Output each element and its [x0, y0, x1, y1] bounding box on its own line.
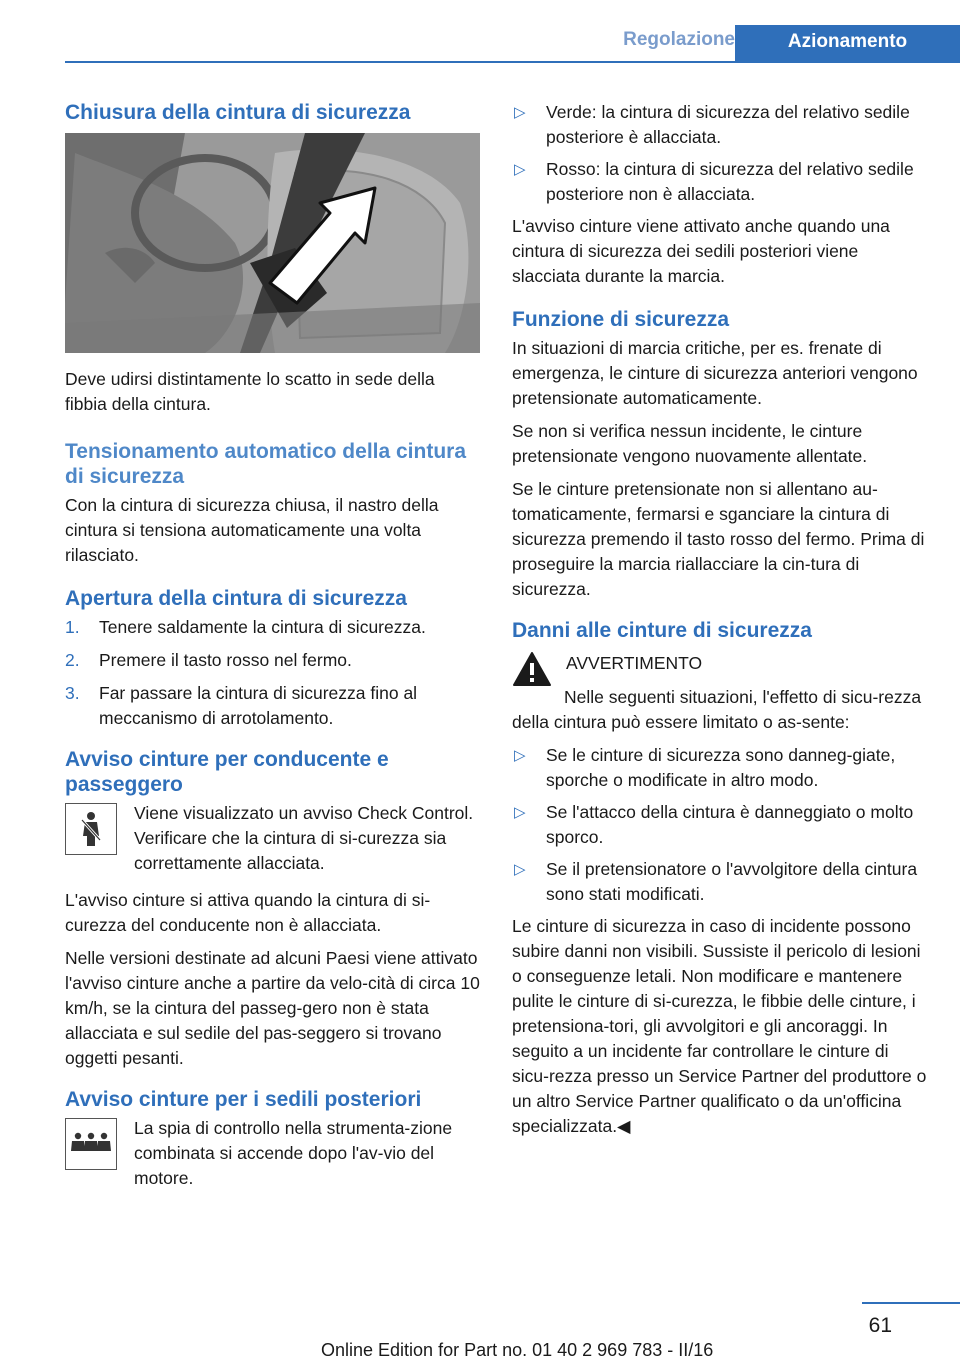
seatbelt-warning-icon	[65, 803, 117, 855]
avviso-conducente-p2: Nelle versioni destinate ad alcuni Paesi viene attivato l'avviso cinture anche a partire da velo-cità di circa 10 km/h, se la cintura del passeg-gero non è stata allacciata e sul sedile del pas-seggero si trovano oggetti pesanti.	[65, 948, 480, 1068]
page-header	[65, 25, 960, 63]
list-item	[512, 157, 927, 207]
triangle-bullet-icon: ▷	[514, 861, 526, 878]
warning-label: AVVERTIMENTO	[566, 653, 703, 673]
seatbelt-warning-text: Viene visualizzato un avviso Check Control. Verificare che la cintura di si-curezza sia correttamente allacciata.	[134, 803, 474, 873]
list-item	[512, 857, 927, 907]
list-item	[65, 681, 480, 731]
triangle-bullet-icon: ▷	[514, 804, 526, 821]
rear-seatbelt-block	[65, 1116, 480, 1191]
footer-rule	[862, 1302, 960, 1304]
triangle-bullet-icon: ▷	[514, 104, 526, 121]
warning-block	[512, 647, 927, 687]
avviso-conducente-p1: L'avviso cinture si attiva quando la cintura di si-curezza del conducente non è allacciata.	[65, 890, 431, 935]
section-title-avviso-posteriori: Avviso cinture per i sedili posteriori	[65, 1088, 422, 1111]
funzione-p2: Se non si verifica nessun incidente, le cinture pretensionate vengono nuovamente allentate.	[512, 421, 868, 466]
chiusura-text: Deve udirsi distintamente lo scatto in sede della fibbia della cintura.	[65, 369, 435, 414]
rear-status-list	[512, 100, 927, 207]
damage-final-text: Le cinture di sicurezza in caso di incidente possono subire danni non visibili. Sussiste il pericolo di lesioni o conseguenze letali. Non modificare e mantenere pulite le cinture di si-curezza, le fibbie delle cinture, i pretensiona-tori, gli avvolgitori e gli ancoraggi. In seguito a un incidente far controllare le cinture di sicu-rezza presso un Service Partner del produttore o un altro Service Partner qualificato o da un'officina specializzata.◀	[512, 916, 927, 1136]
tensionamento-text: Con la cintura di sicurezza chiusa, il nastro della cintura si tensiona automaticamente una volta rilasciato.	[65, 495, 439, 565]
bullet-text: Se l'attacco della cintura è danneggiato o molto sporco.	[546, 802, 914, 847]
seatbelt-warning-block	[65, 801, 480, 876]
list-item	[65, 615, 480, 640]
section-title-avviso-conducente: Avviso cinture per conducente e passeggero	[65, 748, 389, 796]
header-tab-azionamento: Azionamento	[735, 25, 960, 61]
section-title-apertura: Apertura della cintura di sicurezza	[65, 587, 407, 610]
header-tab-regolazione: Regolazione	[623, 29, 735, 50]
rear-seatbelt-icon	[65, 1118, 117, 1170]
funzione-p3: Se le cinture pretensionate non si allentano au-tomaticamente, fermarsi e sganciare la cintura di sicurezza premendo il tasto rosso del fermo. Prima di proseguire la marcia riallacciare la cin-tura di sicurezza.	[512, 479, 925, 599]
section-title-tensionamento: Tensionamento automatico della cintura di sicurezza	[65, 440, 467, 488]
funzione-p1: In situazioni di marcia critiche, per es. frenate di emergenza, le cinture di sicurezza anteriori vengono pretensionate automaticamente.	[512, 338, 918, 408]
step-text: Tenere saldamente la cintura di sicurezza.	[99, 617, 426, 637]
left-column	[65, 100, 480, 1199]
step-number: 3.	[65, 683, 80, 703]
step-number: 1.	[65, 617, 80, 637]
seatbelt-buckle-photo	[65, 133, 480, 353]
page-number: 61	[868, 1314, 892, 1337]
list-item	[512, 100, 927, 150]
rear-seatbelt-text: La spia di controllo nella strumenta-zione combinata si accende dopo l'av-vio del motore.	[134, 1118, 453, 1188]
step-text: Far passare la cintura di sicurezza fino al meccanismo di arrotolamento.	[99, 683, 418, 728]
edition-text: Online Edition for Part no. 01 40 2 969 783 - II/16	[321, 1340, 714, 1360]
bullet-text: Rosso: la cintura di sicurezza del relativo sedile posteriore non è allacciata.	[546, 159, 914, 204]
list-item	[65, 648, 480, 673]
bullet-text: Verde: la cintura di sicurezza del relativo sedile posteriore è allacciata.	[546, 102, 910, 147]
apertura-steps	[65, 615, 480, 731]
triangle-bullet-icon: ▷	[514, 747, 526, 764]
section-title-danni: Danni alle cinture di sicurezza	[512, 619, 812, 642]
list-item	[512, 800, 927, 850]
step-text: Premere il tasto rosso nel fermo.	[99, 650, 352, 670]
section-title-funzione: Funzione di sicurezza	[512, 308, 730, 331]
damage-list	[512, 743, 927, 907]
header-rule	[65, 61, 960, 63]
step-number: 2.	[65, 650, 80, 670]
warning-triangle-icon	[512, 651, 552, 687]
bullet-text: Se il pretensionatore o l'avvolgitore della cintura sono stati modificati.	[546, 859, 918, 904]
list-item	[512, 743, 927, 793]
rear-warning-text: L'avviso cinture viene attivato anche quando una cintura di sicurezza dei sedili posteriori viene slacciata durante la marcia.	[512, 216, 890, 286]
triangle-bullet-icon: ▷	[514, 161, 526, 178]
bullet-text: Se le cinture di sicurezza sono danneg-giate, sporche o modificate in altro modo.	[546, 745, 896, 790]
warning-text: Nelle seguenti situazioni, l'effetto di sicu-rezza della cintura può essere limitato o as-sente:	[512, 687, 922, 732]
section-title-chiusura: Chiusura della cintura di sicurezza	[65, 101, 411, 124]
right-column	[512, 100, 927, 1147]
